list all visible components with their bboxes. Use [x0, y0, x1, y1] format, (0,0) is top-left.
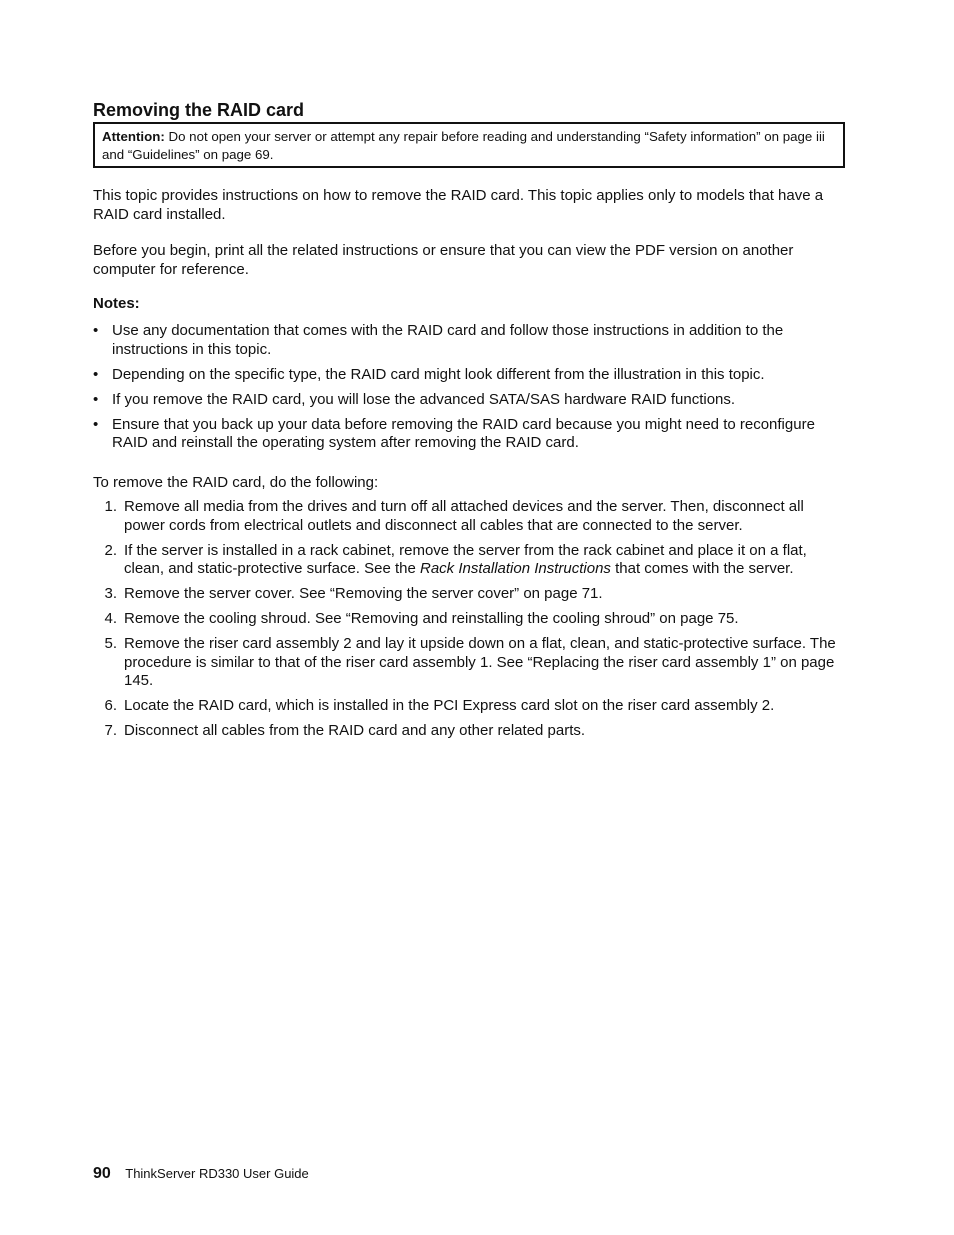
- intro-paragraph-1: This topic provides instructions on how to remove the RAID card. This topic applies only to models that have a RAID card installed.: [93, 187, 824, 223]
- step-text-italic: Rack Installation Instructions: [420, 560, 611, 578]
- step-text-after: that comes with the server.: [610, 560, 794, 578]
- attention-text: Do not open your server or attempt any repair before reading and understanding “Safety information” on page iii and “Guidelines” on page 69.: [102, 129, 825, 162]
- section-heading: Removing the RAID card: [93, 100, 305, 120]
- bullet-mark: •: [93, 390, 99, 408]
- step-text: Remove all media from the drives and turn off all attached devices and the server. Then, disconnect all power cords from electrical outlets and disconnect all cables that are connected to the server.: [124, 498, 804, 534]
- step-item: [93, 635, 845, 691]
- bullet-mark: •: [93, 365, 99, 383]
- step-item: [93, 722, 845, 741]
- step-number: 7.: [104, 722, 117, 740]
- list-item: [93, 391, 845, 410]
- step-item: [93, 697, 845, 716]
- note-text: Ensure that you back up your data before removing the RAID card because you might need to reconfigure RAID and reinstall the operating system after removing the RAID card.: [112, 415, 815, 452]
- footer-doc-title: ThinkServer RD330 User Guide: [125, 1166, 309, 1181]
- page-number: 90: [93, 1165, 111, 1182]
- list-item: [93, 322, 845, 359]
- step-text: Remove the server cover. See “Removing the server cover” on page 71.: [124, 585, 603, 603]
- step-item: [93, 498, 845, 535]
- step-text: Locate the RAID card, which is installed in the PCI Express card slot on the riser card assembly 2.: [124, 697, 775, 715]
- procedure-steps: [93, 498, 845, 747]
- note-text: Use any documentation that comes with the RAID card and follow those instructions in addition to the instructions in this topic.: [112, 322, 784, 358]
- intro-paragraph-2: Before you begin, print all the related instructions or ensure that you can view the PDF version on another computer for reference.: [93, 242, 794, 278]
- step-text-before: If the server is installed in a rack cabinet, remove the server from the rack cabinet and place it on a flat, clean, and static-protective surface. See the: [124, 541, 807, 578]
- attention-label: Attention:: [102, 129, 165, 144]
- step-item: [93, 610, 845, 629]
- step-number: 3.: [104, 585, 117, 603]
- step-number: 4.: [104, 610, 117, 628]
- attention-box: [93, 122, 845, 168]
- notes-heading: Notes:: [93, 295, 140, 312]
- note-text: Depending on the specific type, the RAID card might look different from the illustration in this topic.: [112, 365, 765, 383]
- procedure-intro: To remove the RAID card, do the following:: [93, 474, 379, 491]
- step-text: Remove the riser card assembly 2 and lay it upside down on a flat, clean, and static-protective surface. The procedure is similar to that of the riser card assembly 1. See “Replacing the riser card assembly 1” on page 145.: [124, 635, 836, 690]
- step-number: 2.: [104, 541, 117, 559]
- list-item: [93, 416, 845, 453]
- notes-list: [93, 322, 845, 459]
- step-number: 1.: [104, 498, 117, 515]
- bullet-mark: •: [93, 415, 99, 433]
- step-item: [93, 585, 845, 604]
- note-text: If you remove the RAID card, you will lose the advanced SATA/SAS hardware RAID functions.: [112, 390, 736, 408]
- step-number: 6.: [104, 697, 117, 715]
- step-number: 5.: [104, 635, 117, 653]
- step-text: Remove the cooling shroud. See “Removing and reinstalling the cooling shroud” on page 75.: [124, 610, 739, 628]
- bullet-mark: •: [93, 322, 99, 339]
- page-footer: [93, 1165, 309, 1183]
- step-text: Disconnect all cables from the RAID card and any other related parts.: [124, 722, 586, 740]
- step-item: [93, 542, 845, 579]
- list-item: [93, 366, 845, 385]
